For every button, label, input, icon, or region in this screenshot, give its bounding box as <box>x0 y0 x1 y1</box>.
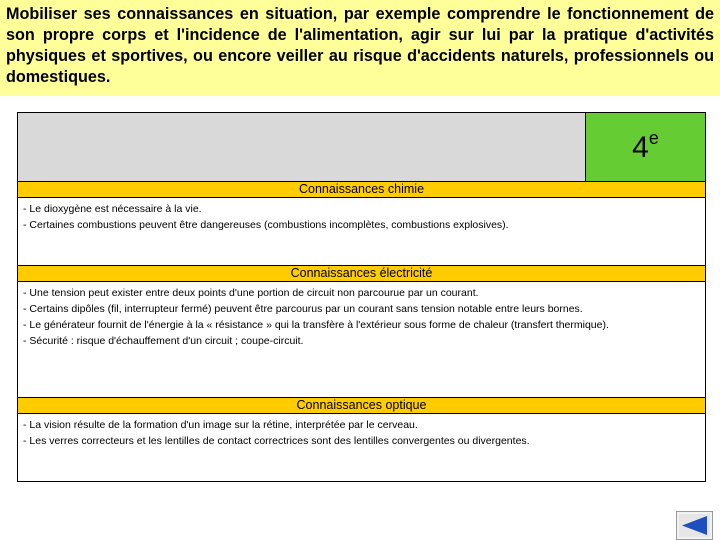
knowledge-table <box>17 112 706 482</box>
list-item: - Une tension peut exister entre deux points d'une portion de circuit non parcourue par un courant. <box>23 287 479 299</box>
list-item: - Le dioxygène est nécessaire à la vie. <box>23 203 202 215</box>
back-arrow-icon <box>679 514 710 537</box>
list-item: - Le générateur fournit de l'énergie à la « résistance » qui la transfère à l'extérieur sous forme de chaleur (transfert thermique). <box>23 319 609 331</box>
list-item: - Les verres correcteurs et les lentilles de contact correctrices sont des lentilles convergentes ou divergentes. <box>23 435 530 447</box>
section-body-electricity <box>23 285 703 349</box>
section-body-chemistry <box>23 201 703 233</box>
list-item: - Certains dipôles (fil, interrupteur fermé) peuvent être parcourus par un courant sans tension notable entre leurs bornes. <box>23 303 583 315</box>
list-item: - La vision résulte de la formation d'un image sur la rétine, interprétée par le cerveau. <box>23 419 418 431</box>
list-item: - Sécurité : risque d'échauffement d'un circuit ; coupe-circuit. <box>23 335 304 347</box>
level-cell <box>586 113 705 181</box>
level-label: 4e <box>632 127 659 164</box>
section-title-optics: Connaissances optique <box>18 397 705 414</box>
section-body-optics <box>23 417 703 449</box>
list-item: - Certaines combustions peuvent être dangereuses (combustions incomplètes, combustions explosives). <box>23 219 509 231</box>
header-banner <box>0 0 720 96</box>
title-cell <box>18 113 586 181</box>
section-title-chemistry: Connaissances chimie <box>18 181 705 198</box>
header-text: Mobiliser ses connaissances en situation, par exemple comprendre le fonctionnement de son propre corps et l'incidence de l'alimentation, agir sur lui par la pratique d'activités physiques et sportives, ou encore veiller au risque d'accidents naturels, professionnels ou domestiques. <box>6 5 714 86</box>
back-button[interactable] <box>676 511 713 540</box>
section-title-electricity: Connaissances électricité <box>18 265 705 282</box>
